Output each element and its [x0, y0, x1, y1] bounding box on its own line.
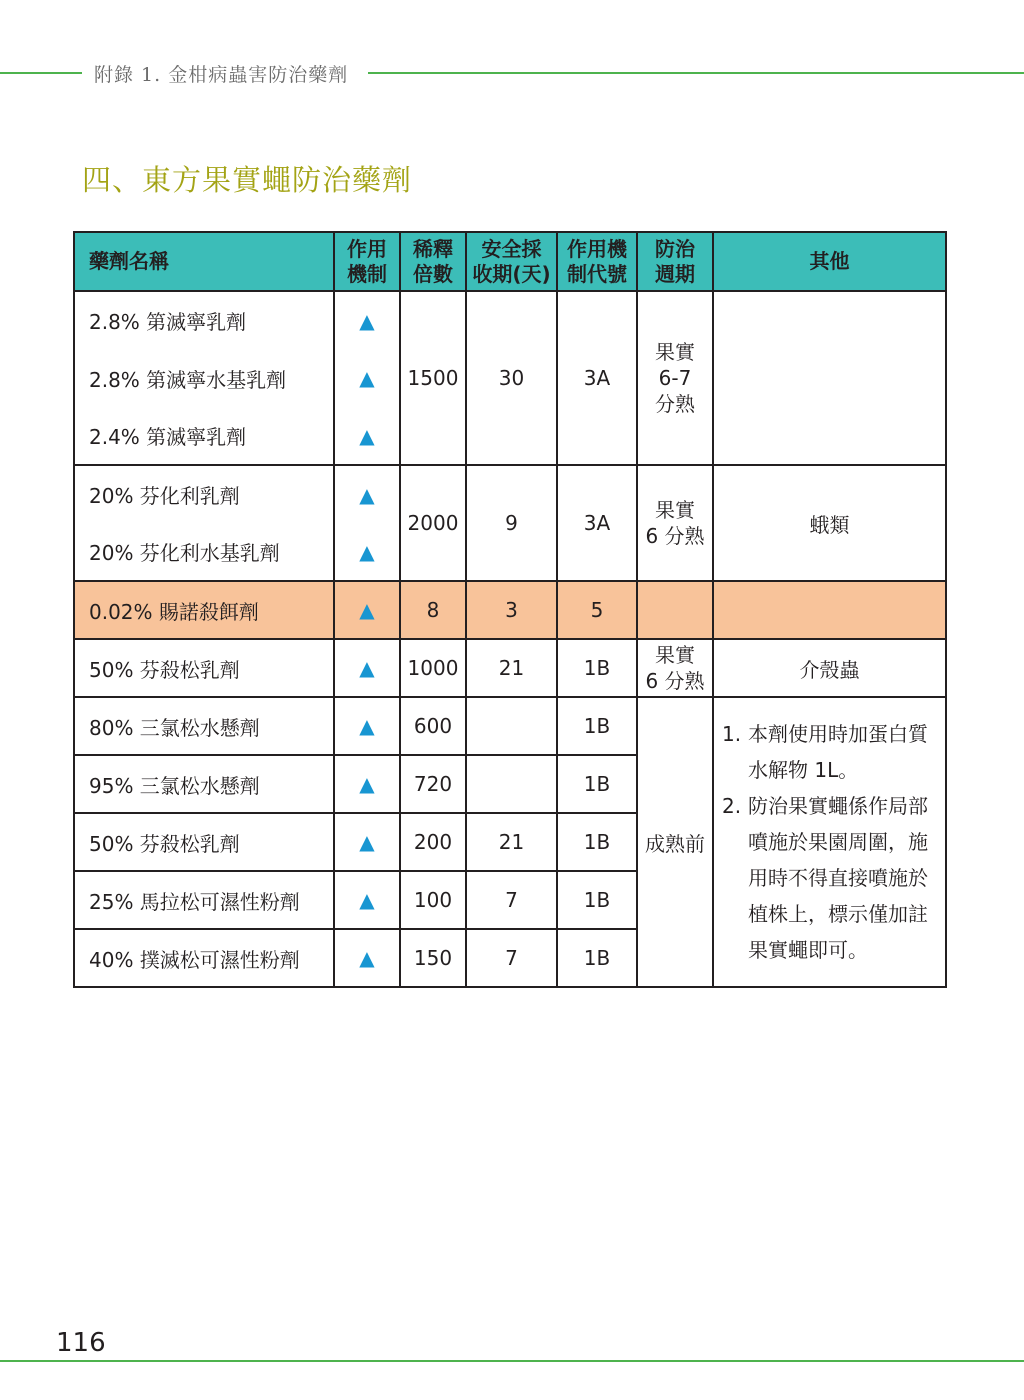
- pesticide-name: 40% 撲滅松可濕性粉劑: [74, 929, 334, 987]
- notes-cell: [713, 697, 946, 987]
- footer-rule: [0, 1360, 1024, 1362]
- pesticide-name: 20% 芬化利水基乳劑: [74, 523, 334, 581]
- section-title: 四、東方果實蠅防治藥劑: [82, 163, 413, 197]
- moa-code-cell: 1B: [557, 871, 637, 929]
- dilution-cell: 720: [400, 755, 466, 813]
- safe-period-cell: 21: [466, 813, 557, 871]
- safe-period-cell: 21: [466, 639, 557, 697]
- table-header-row: [74, 232, 946, 291]
- moa-code-cell: 1B: [557, 697, 637, 755]
- table-row: [74, 639, 946, 697]
- timing-cell: 成熟前: [637, 697, 713, 987]
- mechanism-triangle: ▲: [334, 929, 400, 987]
- mechanism-triangle: ▲: [334, 755, 400, 813]
- pesticide-name: 95% 三氯松水懸劑: [74, 755, 334, 813]
- mechanism-triangle: ▲: [334, 349, 400, 407]
- safe-period-cell: 7: [466, 871, 557, 929]
- pesticide-name: 2.4% 第滅寧乳劑: [74, 407, 334, 465]
- other-cell: [713, 581, 946, 639]
- note-item: 2. 防治果實蠅係作局部噴施於果園周圍，施用時不得直接噴施於植株上，標示僅加註果實蠅即可。: [722, 794, 928, 962]
- table-row: [74, 291, 946, 349]
- mechanism-triangle: ▲: [334, 407, 400, 465]
- moa-code-cell: 1B: [557, 755, 637, 813]
- safe-period-cell: 9: [466, 465, 557, 581]
- pesticide-name: 0.02% 賜諾殺餌劑: [74, 581, 334, 639]
- dilution-cell: 150: [400, 929, 466, 987]
- moa-code-cell: 5: [557, 581, 637, 639]
- mechanism-triangle: ▲: [334, 639, 400, 697]
- other-cell: [713, 291, 946, 465]
- col-header-name: 藥劑名稱: [74, 232, 334, 291]
- dilution-cell: 1000: [400, 639, 466, 697]
- timing-cell: 果實 6 分熟: [637, 639, 713, 697]
- mechanism-triangle: ▲: [334, 813, 400, 871]
- header-rule-right: [368, 72, 1024, 74]
- timing-cell: 果實 6 分熟: [637, 465, 713, 581]
- col-header-other: 其他: [713, 232, 946, 291]
- page-number: 116: [56, 1328, 106, 1358]
- pesticide-name: 80% 三氯松水懸劑: [74, 697, 334, 755]
- safe-period-cell: [466, 755, 557, 813]
- moa-code-cell: 3A: [557, 465, 637, 581]
- safe-period-cell: 3: [466, 581, 557, 639]
- table-row-highlighted: [74, 581, 946, 639]
- pesticide-table: [73, 231, 947, 988]
- timing-cell: [637, 581, 713, 639]
- mechanism-triangle: ▲: [334, 871, 400, 929]
- mechanism-triangle: ▲: [334, 523, 400, 581]
- dilution-cell: 8: [400, 581, 466, 639]
- col-header-timing: 防治 週期: [637, 232, 713, 291]
- pesticide-name: 50% 芬殺松乳劑: [74, 813, 334, 871]
- col-header-mechanism: 作用 機制: [334, 232, 400, 291]
- safe-period-cell: [466, 697, 557, 755]
- dilution-cell: 2000: [400, 465, 466, 581]
- mechanism-triangle: ▲: [334, 291, 400, 349]
- note-item: 1. 本劑使用時加蛋白質水解物 1L。: [722, 722, 928, 782]
- dilution-cell: 600: [400, 697, 466, 755]
- table-row: [74, 697, 946, 755]
- mechanism-triangle: ▲: [334, 697, 400, 755]
- header-rule-left: [0, 72, 82, 74]
- col-header-moa-code: 作用機 制代號: [557, 232, 637, 291]
- timing-cell: 果實 6-7 分熟: [637, 291, 713, 465]
- table-row: [74, 465, 946, 523]
- pesticide-name: 2.8% 第滅寧水基乳劑: [74, 349, 334, 407]
- safe-period-cell: 7: [466, 929, 557, 987]
- other-cell: 蛾類: [713, 465, 946, 581]
- pesticide-name: 25% 馬拉松可濕性粉劑: [74, 871, 334, 929]
- col-header-safe-period: 安全採 收期(天): [466, 232, 557, 291]
- pesticide-name: 50% 芬殺松乳劑: [74, 639, 334, 697]
- pesticide-name: 2.8% 第滅寧乳劑: [74, 291, 334, 349]
- pesticide-name: 20% 芬化利乳劑: [74, 465, 334, 523]
- col-header-dilution: 稀釋 倍數: [400, 232, 466, 291]
- moa-code-cell: 1B: [557, 929, 637, 987]
- other-cell: 介殼蟲: [713, 639, 946, 697]
- moa-code-cell: 3A: [557, 291, 637, 465]
- dilution-cell: 100: [400, 871, 466, 929]
- mechanism-triangle: ▲: [334, 465, 400, 523]
- moa-code-cell: 1B: [557, 639, 637, 697]
- mechanism-triangle: ▲: [334, 581, 400, 639]
- dilution-cell: 200: [400, 813, 466, 871]
- safe-period-cell: 30: [466, 291, 557, 465]
- moa-code-cell: 1B: [557, 813, 637, 871]
- dilution-cell: 1500: [400, 291, 466, 465]
- running-header: 附錄 1. 金柑病蟲害防治藥劑: [94, 64, 349, 86]
